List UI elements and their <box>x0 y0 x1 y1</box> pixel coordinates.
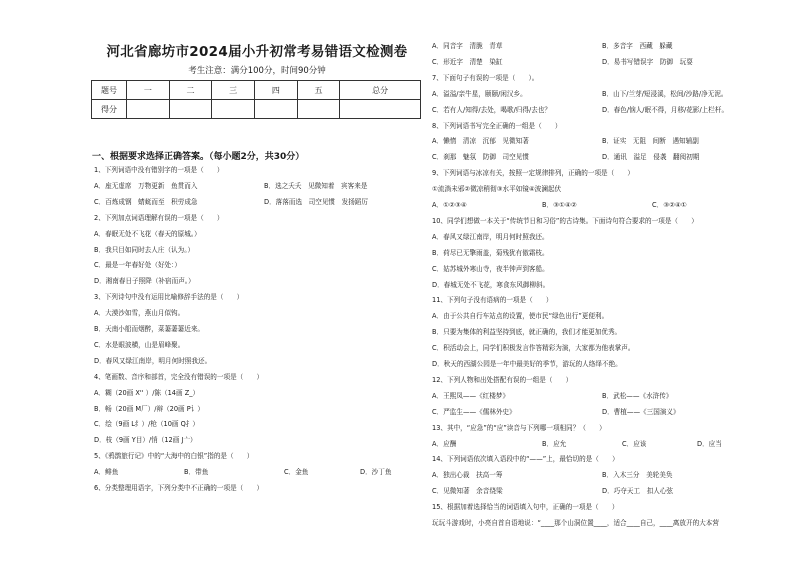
question-stem: 4、笔画数、音序和部首，完全没有错误的一项是（ ） <box>94 372 264 381</box>
question-stem: 11、下列句子没有语病的一项是（ ） <box>432 296 553 305</box>
question-line: C．绘（9画 L纟）/枪（10画 Q扌） <box>94 420 199 429</box>
question-line: C．姑苏城外寒山寺，夜半钟声到客船。 <box>432 264 549 273</box>
question-stem: 13、其中，“应急”的“应”读音与下列哪一项相同？（ ） <box>432 423 606 432</box>
answer-option: D．通讯 溢足 侵袭 翻阅初期 <box>602 153 700 162</box>
question-stem: 12、下列人物和出处搭配有误的一组是（ ） <box>432 375 573 384</box>
answer-option: D．易书写错误字 防御 玩耍 <box>602 57 693 66</box>
question-stem: 1、下列词语中没有错别字的一项是（ ） <box>94 166 224 174</box>
answer-option: D．沙丁鱼 <box>360 468 392 477</box>
score-input-cell <box>255 100 298 119</box>
score-cell: 总分 <box>340 81 421 100</box>
answer-option: B．证实 无阻 间断 遇知辅副 <box>602 137 699 146</box>
answer-option: B．入木三分 美轮美奂 <box>602 471 673 480</box>
question-line: C．最是一年春好处（好处：） <box>94 261 182 270</box>
answer-option: B．应允 <box>542 439 567 448</box>
answer-option: B．山下/兰芽/短浸溪，松间/沙路/净无泥。 <box>602 89 728 98</box>
answer-option: C．见微知著 余音绕梁 <box>432 487 503 496</box>
answer-option: B．武松——《水浒传》 <box>602 391 673 400</box>
question-line: D．湘南春日子照降（补宿而声。） <box>94 277 195 286</box>
answer-option: D．曹植——《三国演义》 <box>602 407 680 416</box>
score-cell: 二 <box>169 81 212 100</box>
question-stem: 9、下列词语与冰凉有关，按照一定规律排列，正确的一项是（ ） <box>432 169 635 178</box>
question-stem: 7、下面句子有误的一项是（ ）。 <box>432 73 539 82</box>
answer-option: D．巧夺天工 扣人心弦 <box>602 487 674 496</box>
score-cell: 题号 <box>92 81 127 100</box>
question-stem: 10、同学们想做一本关于“传统节日和习俗”的古诗集。下面诗句符合要求的一项是（ ） <box>432 216 698 225</box>
answer-option: C．百炼成钢 蜻蜓而至 积劳成急 <box>94 197 198 206</box>
score-input-cell <box>297 100 340 119</box>
score-input-cell <box>212 100 255 119</box>
score-cell: 四 <box>255 81 298 100</box>
score-cell: 得分 <box>92 100 127 119</box>
question-stem: 5、《鸦鹊旅行记》中的“大海中的白银”指的是（ ） <box>94 452 254 461</box>
score-cell: 三 <box>212 81 255 100</box>
answer-option: A．溢溢/亲牛星，颐颐/闲汉乡。 <box>432 89 527 98</box>
question-stem: 3、下列诗句中没有运用比喻修辞手法的是（ ） <box>94 293 244 302</box>
answer-option: A．鲱鱼 <box>94 468 119 477</box>
answer-option: A．①②③④ <box>432 201 467 209</box>
answer-option: C．刹那 魅氛 防御 司空见惯 <box>432 153 529 162</box>
question-line: 玩玩斗游戏时，小亮自首自语地说：“____那个山洞位置____，适合____自己，____离放开的大本营 <box>432 519 719 527</box>
question-line: B．荷尽已无擎雨盖，菊残犹有傲霜枝。 <box>432 248 549 257</box>
question-line: B．天南小船而烟醉，菜萋萋萋近来。 <box>94 325 205 333</box>
question-stem: 15、根据加着选择恰当的词语填入句中，正确的一项是（ ） <box>432 503 619 512</box>
score-input-cell <box>169 100 212 119</box>
score-cell: 一 <box>127 81 170 100</box>
question-stem: 8、下列词语书写完全正确的一组是（ ） <box>432 121 562 130</box>
question-line: C．水是眼波横，山是眉峰聚。 <box>94 340 185 349</box>
answer-option: A．同音字 清脆 青草 <box>432 42 503 50</box>
question-stem: 2、下列加点词语理解有误的一项是（ ） <box>94 213 224 222</box>
answer-option: B．选之夭夭 见微知着 宾客来是 <box>264 181 368 190</box>
score-input-cell <box>340 100 421 119</box>
question-line: A．春眠无处不飞花（春天的原城。） <box>94 229 201 238</box>
question-line: B．畅（20画 M厂）/辩（20画 P讠） <box>94 404 204 413</box>
answer-option: C．金鱼 <box>284 468 309 477</box>
answer-option: D．春色/恼人/眠不得，月移/花影/上栏杆。 <box>602 105 729 114</box>
question-stem: 6、分类整理用语字，下列分类中不正确的一项是（ ） <box>94 484 264 492</box>
question-line: A．由于公共自行车站点的设置，使市民“绿色出行”更便利。 <box>432 312 609 321</box>
score-table-score-row <box>92 100 421 119</box>
score-cell: 五 <box>297 81 340 100</box>
answer-option: B．多音字 西藏 躲藏 <box>602 42 673 50</box>
question-line: B．我只目如同时去人庄（认为。） <box>94 245 195 254</box>
section-heading: 一、根据要求选择正确答案。（每小题2分，共30分） <box>92 152 305 162</box>
answer-option: A．懒惰 清凉 沉郁 见微知著 <box>432 137 529 146</box>
question-line: D．春风又绿江南岸，明月何时照我还。 <box>94 356 212 365</box>
answer-option: C．应该 <box>622 439 647 448</box>
answer-option: B．带鱼 <box>184 468 209 477</box>
question-line: D．秋天的西湖公园是一年中最美好的季节，游玩的人络绎不绝。 <box>432 360 622 368</box>
answer-option: A．独出心裁 扶高一筹 <box>432 471 503 480</box>
score-table <box>91 80 421 119</box>
page-title: 河北省廊坊市2024届小升初常考易错语文检测卷 <box>106 44 408 60</box>
score-table-header-row <box>92 81 421 100</box>
question-line: A．春风又绿江南岸，明月何时照我还。 <box>432 232 549 241</box>
exam-notice: 考生注意：满分100分，时间90分钟 <box>188 66 326 76</box>
question-line: D．枝（9画 Y目）/悄（12画 J亠） <box>94 436 197 445</box>
answer-option: A．座无虚席 万物更新 鱼贯而入 <box>94 181 198 190</box>
question-line: C．积活动会上，同学们积极发言作答精彩为演，大家都为他表掌声。 <box>432 344 635 353</box>
question-line: A．糊（20画 X'' ）/陈（14画 Z_） <box>94 388 200 397</box>
answer-option: B．③①④② <box>542 201 577 209</box>
answer-option: D．落落而选 司空见惯 发扬蹈厉 <box>264 197 368 206</box>
answer-option: C．形近字 清楚 染缸 <box>432 57 503 66</box>
answer-option: C．③②④① <box>652 201 687 209</box>
score-input-cell <box>127 100 170 119</box>
question-line: A．大漠沙如雪，燕山月似钩。 <box>94 309 185 318</box>
answer-option: A．应酬 <box>432 439 457 448</box>
question-stem: 14、下列词语依次填入语段中的“——”上，最恰切的是（ ） <box>432 455 619 464</box>
question-line: ①流淌未邪②微凉稍彻③水平如镜④波澜起伏 <box>432 185 562 194</box>
answer-option: C．严监生——《儒林外史》 <box>432 407 516 416</box>
answer-option: D．应当 <box>697 439 722 448</box>
question-line: D．春城无处不飞花，寒食东风御柳斜。 <box>432 280 550 289</box>
answer-option: C．若有人/知得/去处，喝歌/归得/去也？ <box>432 105 551 114</box>
question-line: B．只要为集体的利益坚持到底，就正确的，我们才能更加优秀。 <box>432 328 622 337</box>
answer-option: A．王熙凤——《红楼梦》 <box>432 391 510 400</box>
